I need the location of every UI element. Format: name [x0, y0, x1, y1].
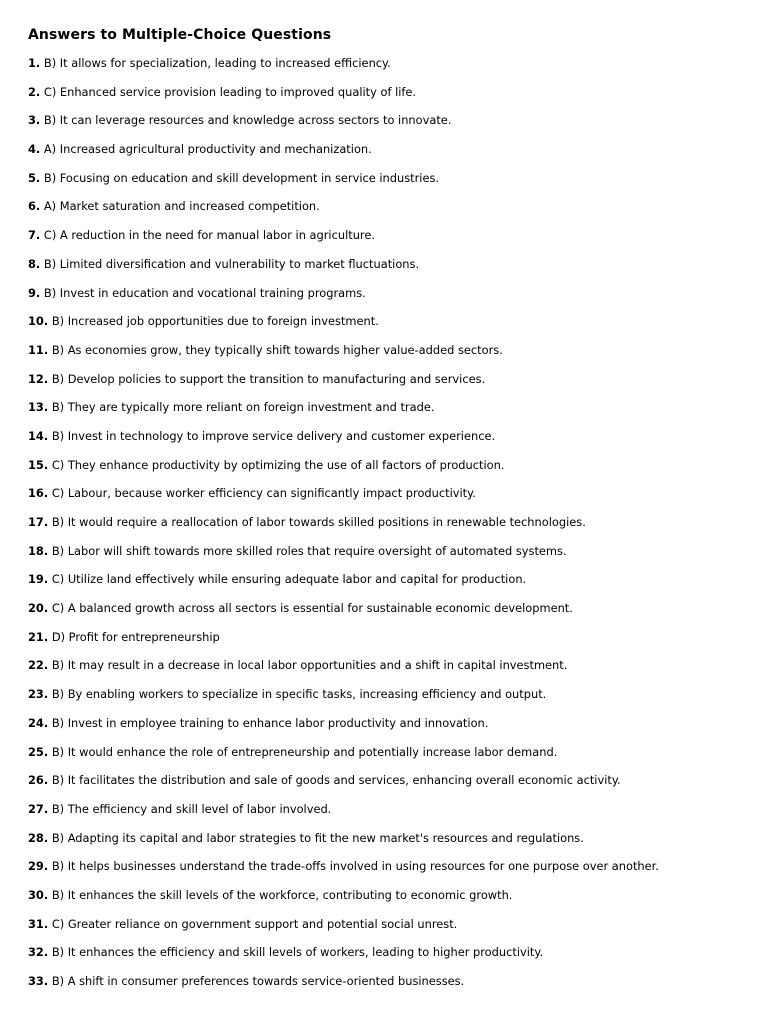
answer-number: 25. [28, 744, 49, 759]
answer-number: 22. [28, 658, 49, 673]
answer-text: B) It enhances the skill levels of the workforce, contributing to economic growth. [51, 887, 513, 902]
answer-text: A) Market saturation and increased competition. [43, 199, 320, 214]
answer-number: 30. [28, 887, 49, 902]
answer-number: 5. [28, 170, 41, 185]
answer-text: B) Limited diversification and vulnerability to market fluctuations. [43, 256, 420, 271]
answer-number: 7. [28, 228, 41, 243]
answer-item [28, 198, 768, 227]
answer-text: B) The efficiency and skill level of labor involved. [51, 801, 332, 816]
answer-item [28, 170, 768, 199]
answer-item [28, 686, 768, 715]
answer-number: 9. [28, 285, 41, 300]
answer-number: 31. [28, 916, 49, 931]
answer-number: 16. [28, 486, 49, 501]
answer-number: 1. [28, 56, 41, 70]
answer-text: B) It allows for specialization, leading to increased efficiency. [43, 56, 391, 70]
answer-text: B) Increased job opportunities due to foreign investment. [51, 314, 379, 329]
answer-number: 8. [28, 256, 41, 271]
answer-item [28, 973, 768, 1002]
answer-item [28, 285, 768, 314]
answer-number: 17. [28, 515, 49, 529]
answer-number: 23. [28, 687, 49, 702]
answer-text: B) It may result in a decrease in local labor opportunities and a shift in capital investment. [51, 658, 568, 673]
answer-number: 4. [28, 142, 41, 157]
answer-text: C) Greater reliance on government support and potential social unrest. [51, 916, 458, 931]
answer-number: 18. [28, 543, 49, 558]
answer-item [28, 514, 768, 543]
answer-text: B) A shift in consumer preferences towards service-oriented businesses. [51, 974, 465, 988]
answer-item [28, 227, 768, 256]
answer-number: 26. [28, 773, 49, 788]
answer-item [28, 428, 768, 457]
answer-number: 3. [28, 113, 41, 128]
answer-item [28, 141, 768, 170]
answer-text: B) Develop policies to support the transition to manufacturing and services. [51, 371, 486, 386]
answer-number: 13. [28, 400, 49, 415]
answer-text: B) Labor will shift towards more skilled roles that require oversight of automated systems. [51, 543, 567, 558]
answer-item [28, 801, 768, 830]
answer-text: B) They are typically more reliant on foreign investment and trade. [51, 400, 435, 415]
answer-item [28, 371, 768, 400]
answer-text: B) Invest in employee training to enhance labor productivity and innovation. [51, 715, 489, 730]
answer-text: B) Focusing on education and skill development in service industries. [43, 170, 440, 185]
answer-item [28, 887, 768, 916]
answer-number: 29. [28, 859, 49, 874]
answer-text: B) As economies grow, they typically shift towards higher value-added sectors. [51, 342, 503, 357]
answer-text: B) It can leverage resources and knowledge across sectors to innovate. [43, 113, 452, 128]
answer-number: 11. [28, 342, 49, 357]
answer-item [28, 858, 768, 887]
answer-item [28, 744, 768, 773]
answer-item [28, 543, 768, 572]
answer-text: B) It helps businesses understand the trade-offs involved in using resources for one purpose over another. [51, 859, 659, 874]
answer-text: B) Adapting its capital and labor strategies to fit the new market's resources and regulations. [51, 830, 584, 845]
page-title: Answers to Multiple-Choice Questions [28, 27, 332, 43]
answer-item [28, 629, 768, 658]
answer-text: C) Enhanced service provision leading to improved quality of life. [43, 84, 417, 99]
answer-item [28, 830, 768, 859]
answer-number: 10. [28, 314, 49, 329]
answer-item [28, 715, 768, 744]
answer-item [28, 485, 768, 514]
answer-text: C) A balanced growth across all sectors is essential for sustainable economic development. [51, 601, 573, 616]
answer-text: A) Increased agricultural productivity and mechanization. [43, 142, 372, 157]
answer-item [28, 313, 768, 342]
answer-number: 32. [28, 945, 49, 960]
answer-text: B) It enhances the efficiency and skill levels of workers, leading to higher productivity. [51, 945, 544, 960]
answer-item [28, 657, 768, 686]
answer-text: D) Profit for entrepreneurship [51, 629, 220, 644]
answer-text: B) Invest in education and vocational training programs. [43, 285, 366, 300]
answer-number: 27. [28, 801, 49, 816]
answer-number: 20. [28, 601, 49, 616]
answer-item [28, 55, 768, 84]
answer-item [28, 944, 768, 973]
answer-text: B) By enabling workers to specialize in specific tasks, increasing efficiency and output. [51, 687, 547, 702]
answer-item [28, 84, 768, 113]
answer-text: B) It facilitates the distribution and sale of goods and services, enhancing overall economic activity. [51, 773, 621, 788]
answer-item [28, 916, 768, 945]
answer-number: 33. [28, 974, 49, 988]
answer-text: C) Utilize land effectively while ensuring adequate labor and capital for production. [51, 572, 527, 587]
answer-number: 2. [28, 84, 41, 99]
answer-list [28, 55, 768, 1002]
answer-text: B) It would require a reallocation of labor towards skilled positions in renewable technologies. [51, 515, 586, 529]
answer-number: 21. [28, 629, 49, 644]
answer-item [28, 399, 768, 428]
answer-item [28, 571, 768, 600]
answer-text: C) Labour, because worker efficiency can significantly impact productivity. [51, 486, 476, 501]
answer-text: C) They enhance productivity by optimizing the use of all factors of production. [51, 457, 505, 472]
answer-number: 15. [28, 457, 49, 472]
answer-number: 14. [28, 428, 49, 443]
answer-item [28, 256, 768, 285]
answer-text: C) A reduction in the need for manual labor in agriculture. [43, 228, 375, 243]
answer-item [28, 112, 768, 141]
answer-item [28, 772, 768, 801]
answer-item [28, 457, 768, 486]
answer-number: 19. [28, 572, 49, 587]
answer-text: B) Invest in technology to improve service delivery and customer experience. [51, 428, 496, 443]
answer-text: B) It would enhance the role of entrepreneurship and potentially increase labor demand. [51, 744, 558, 759]
answer-number: 6. [28, 199, 41, 214]
answer-number: 28. [28, 830, 49, 845]
answer-item [28, 600, 768, 629]
answer-item [28, 342, 768, 371]
answer-number: 24. [28, 715, 49, 730]
answer-number: 12. [28, 371, 49, 386]
